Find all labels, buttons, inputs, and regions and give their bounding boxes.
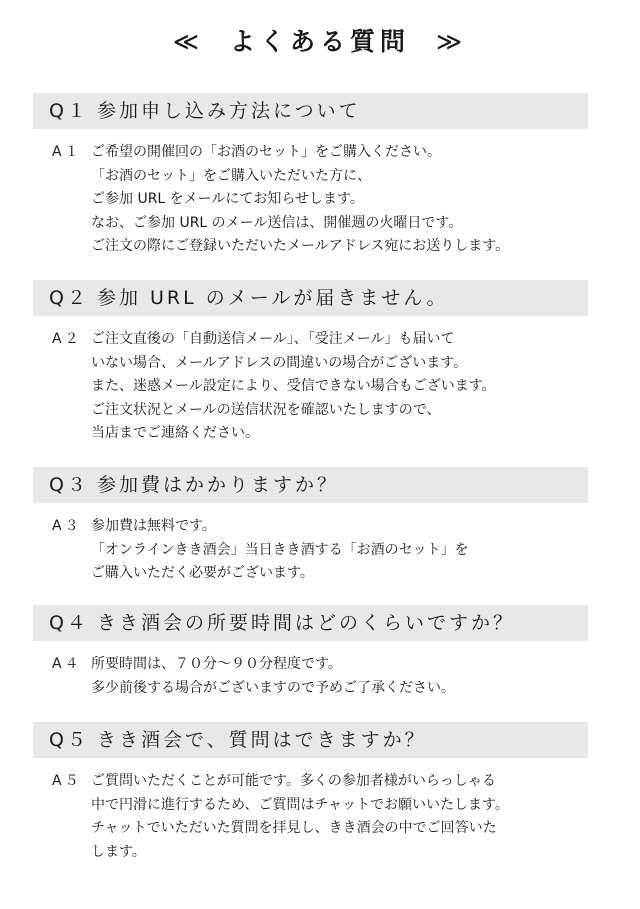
answer-line: ご購入いただく必要がございます。 xyxy=(91,565,314,581)
answer-line: 当店までご連絡ください。 xyxy=(91,425,259,441)
answer-line: ご参加 URL をメールにてお知らせします。 xyxy=(91,191,364,207)
faq-item-4 xyxy=(33,605,588,700)
question-text: きき酒会で、質問はできますか？ xyxy=(96,729,427,751)
answer-line: ご希望の開催回の「お酒のセット」をご購入ください。 xyxy=(91,144,441,160)
answer-number: A１ xyxy=(52,144,82,160)
question-text: 参加申し込み方法について xyxy=(96,100,361,122)
question-number: Q２ xyxy=(49,287,89,309)
page-title xyxy=(0,22,640,58)
answer-line: なお、ご参加 URL のメール送信は、開催週の火曜日です。 xyxy=(91,214,463,231)
answer-line: 多少前後する場合がございますので予めご了承ください。 xyxy=(91,679,455,696)
question-bar xyxy=(33,467,588,503)
title-text: よくある質問 xyxy=(229,27,410,56)
faq-item-2 xyxy=(33,280,588,446)
question-text: きき酒会の所要時間はどのくらいですか？ xyxy=(96,612,515,634)
answer-number: A３ xyxy=(52,518,82,534)
answer-block xyxy=(33,770,588,864)
answer-line: します。 xyxy=(91,843,146,860)
answer-line: チャットでいただいた質問を拝見し、きき酒会の中でご回答いた xyxy=(91,820,497,836)
question-bar xyxy=(33,605,588,641)
question-number: Q５ xyxy=(49,729,89,751)
faq-item-1 xyxy=(33,93,588,259)
question-text: 参加 URL のメールが届きません。 xyxy=(96,287,449,309)
question-bar xyxy=(33,722,588,758)
question-bar xyxy=(33,93,588,129)
answer-number: A４ xyxy=(52,656,82,672)
answer-block xyxy=(33,515,588,586)
title-right-bracket: ≫ xyxy=(436,27,468,56)
answer-block xyxy=(33,653,588,700)
question-text: 参加費はかかりますか？ xyxy=(96,474,339,496)
answer-line: 「オンラインきき酒会」当日きき酒する「お酒のセット」を xyxy=(91,541,469,558)
answer-line: 「お酒のセット」をご購入いただいた方に、 xyxy=(91,167,371,184)
title-left-bracket: ≪ xyxy=(172,27,204,56)
answer-line: また、迷惑メール設定により、受信できない場合もございます。 xyxy=(91,378,496,394)
answer-line: ご質問いただくことが可能です。多くの参加者様がいらっしゃる xyxy=(91,773,496,789)
answer-number: A５ xyxy=(52,773,82,789)
answer-line: ご注文の際にご登録いただいたメールアドレス宛にお送りします。 xyxy=(91,238,510,254)
answer-block xyxy=(33,328,588,446)
question-number: Q３ xyxy=(49,474,89,496)
answer-block xyxy=(33,141,588,259)
faq-item-5 xyxy=(33,722,588,864)
answer-line: 参加費は無料です。 xyxy=(91,518,216,534)
answer-line: 中で円滑に進行するため、ご質問はチャットでお願いいたします。 xyxy=(91,796,509,813)
question-number: Q４ xyxy=(49,612,89,634)
answer-number: A２ xyxy=(52,331,82,347)
answer-line: 所要時間は、７０分〜９０分程度です。 xyxy=(91,656,342,672)
answer-line: ご注文状況とメールの送信状況を確認いたしますので、 xyxy=(91,401,441,418)
answer-line: ご注文直後の「自動送信メール」、「受注メール」も届いて xyxy=(91,331,455,347)
answer-line: いない場合、メールアドレスの間違いの場合がございます。 xyxy=(91,354,468,371)
question-number: Q１ xyxy=(49,100,89,122)
faq-item-3 xyxy=(33,467,588,586)
question-bar xyxy=(33,280,588,316)
